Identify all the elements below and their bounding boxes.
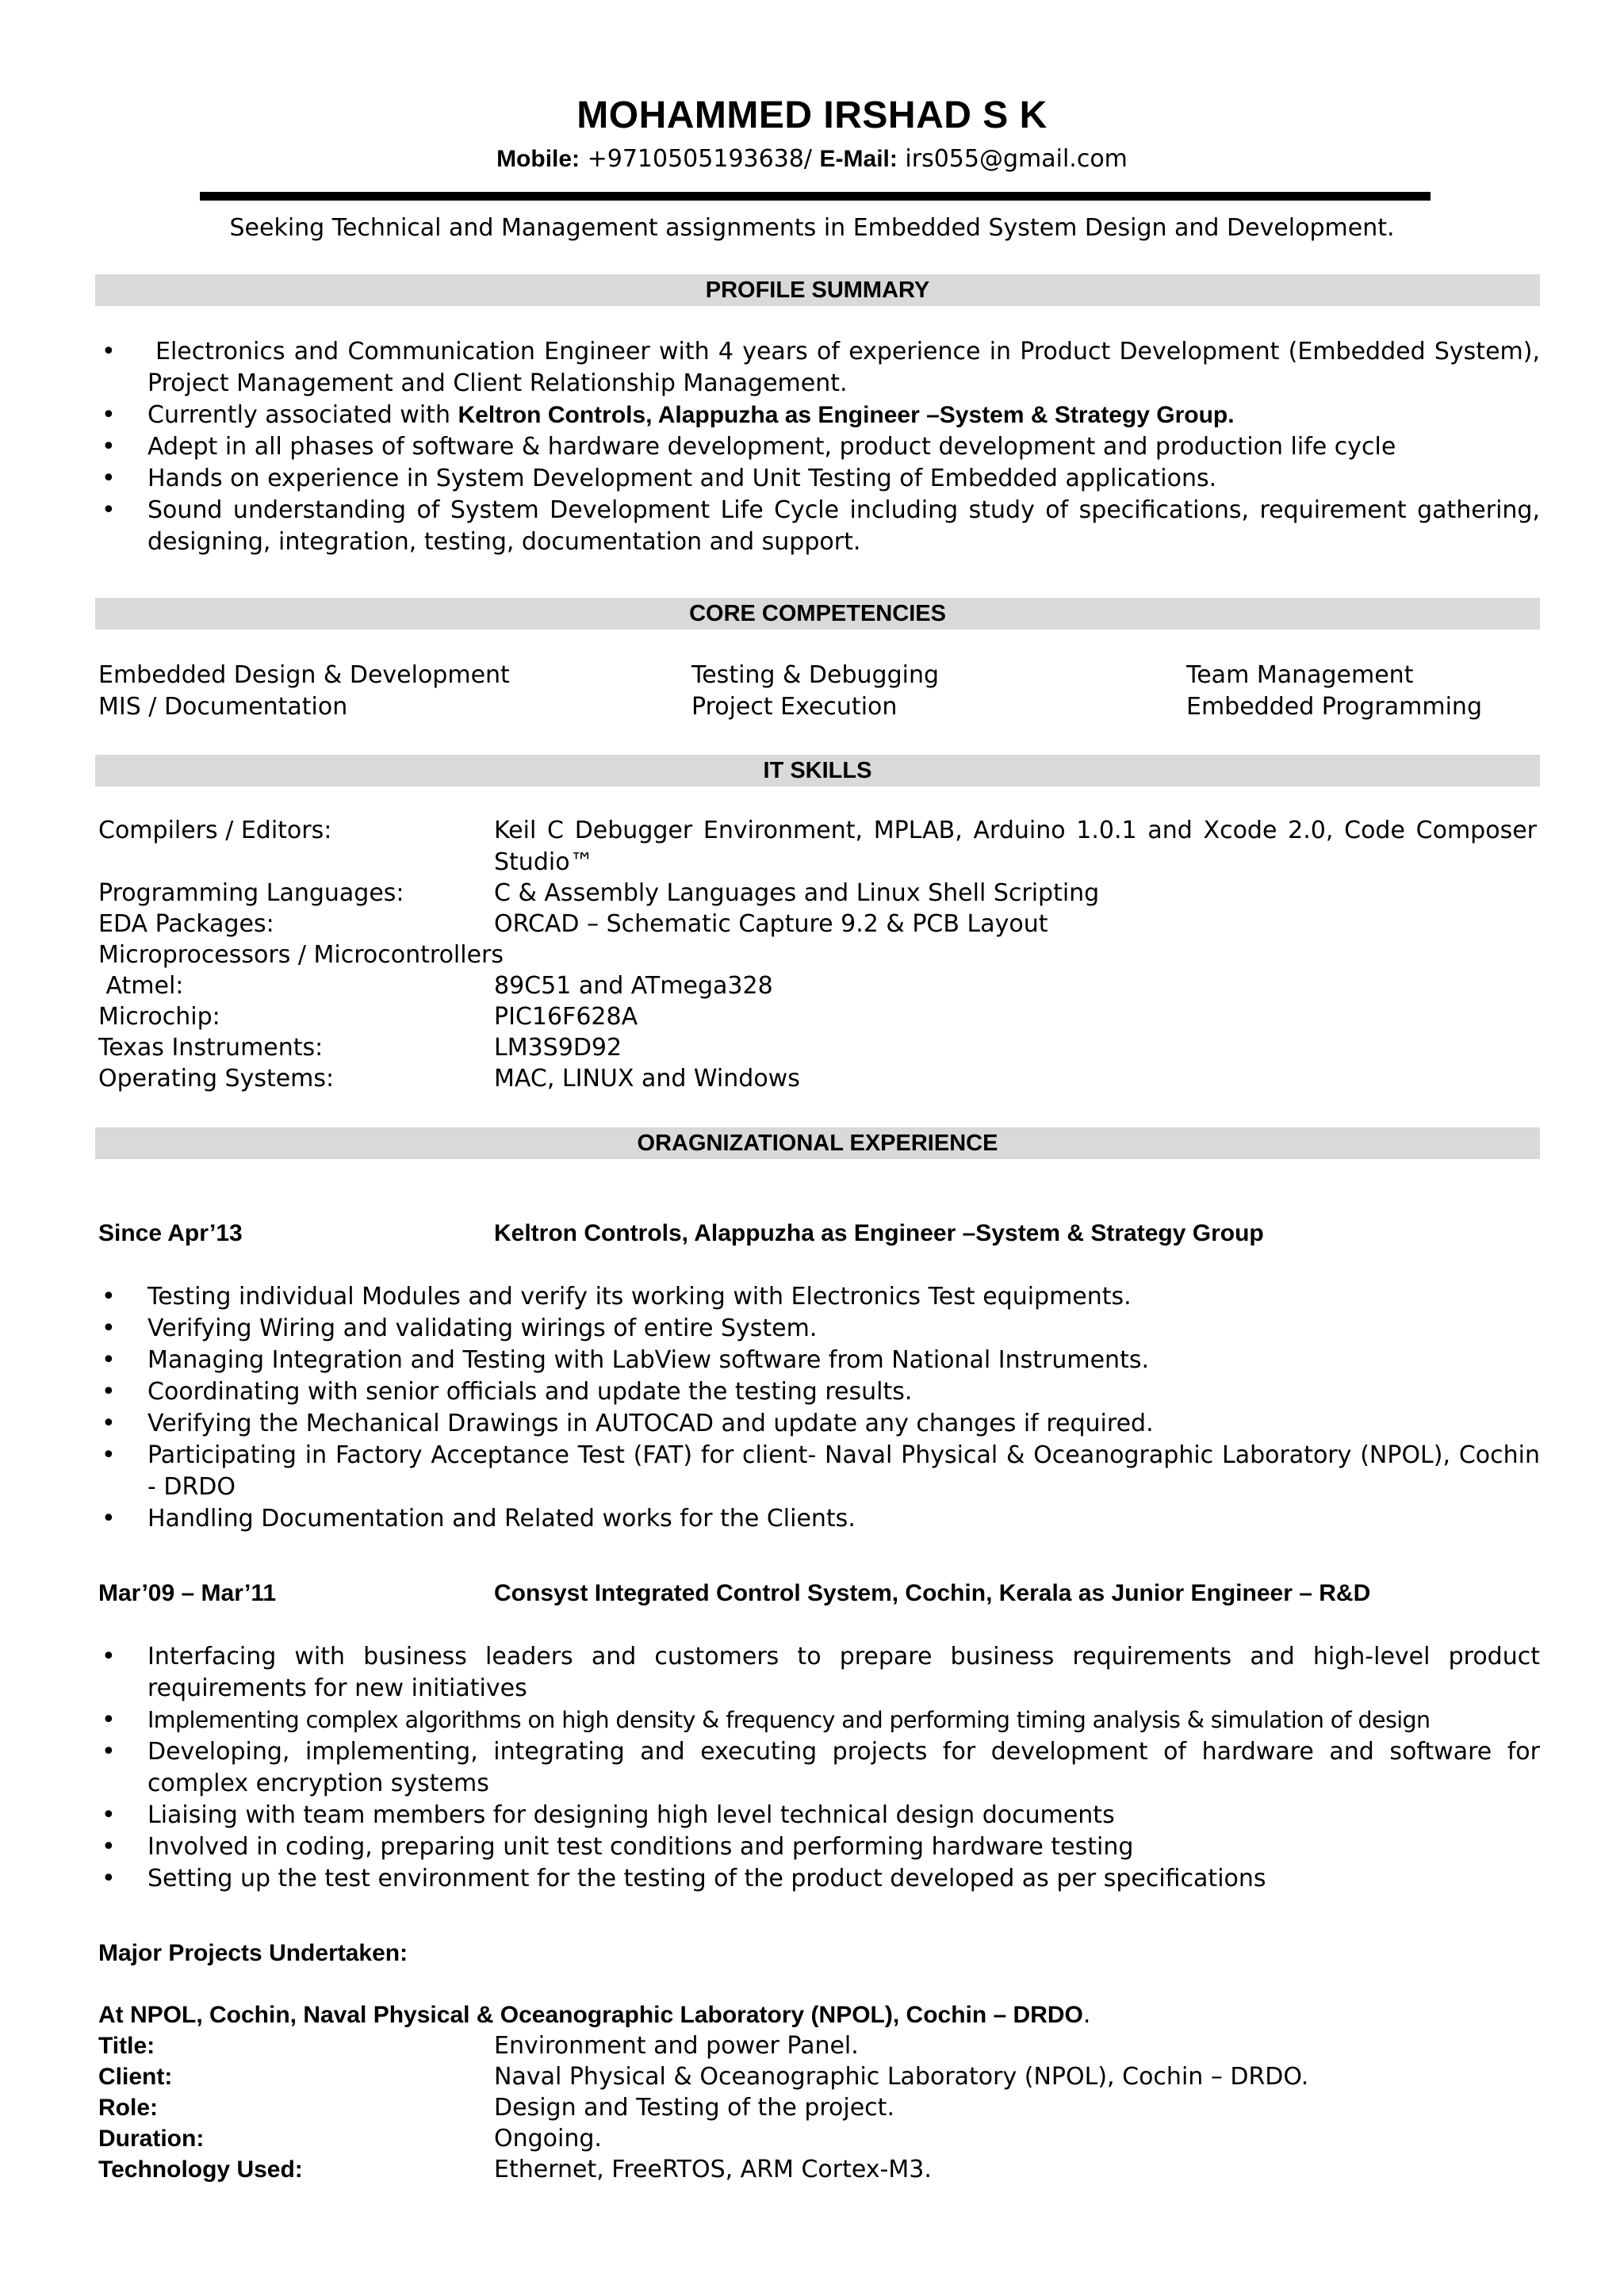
list-item: • Implementing complex algorithms on high density & frequency and performing timing analysis & simulation of design [102,1706,1431,1734]
candidate-name: MOHAMMED IRSHAD S K [576,94,1048,136]
email-value: irs055@gmail.com [905,145,1128,173]
projects-heading: Major Projects Undertaken: [98,1940,408,1966]
skill-value: Keil C Debugger Environment, MPLAB, Arduino 1.0.1 and Xcode 2.0, Code Composer Studio™ [494,817,1537,876]
competency-item: Project Execution [691,693,898,721]
list-item: • Interfacing with business leaders and customers to prepare business requirements and high-level product requirements for new initiatives [102,1643,1540,1702]
career-objective: Seeking Technical and Management assignments in Embedded System Design and Development. [229,214,1395,242]
project-field-label: Client: [98,2064,173,2090]
skill-label: EDA Packages: [98,910,274,938]
skill-label: Microchip: [98,1003,220,1031]
profile-summary-list [95,336,1540,558]
list-item: • Participating in Factory Acceptance Test (FAT) for client- Naval Physical & Oceanographic Laboratory (NPOL), Cochin - DRDO [102,1441,1540,1501]
skill-label: Operating Systems: [98,1065,335,1093]
skill-value: PIC16F628A [494,1003,638,1031]
it-skills-heading: IT SKILLS [95,755,1540,786]
skill-value: 89C51 and ATmega328 [494,972,773,1000]
job-duties-list [95,1281,1540,1535]
project-field-value: Naval Physical & Oceanographic Laboratory (NPOL), Cochin – DRDO. [494,2063,1309,2091]
competency-item: Testing & Debugging [691,661,940,689]
skill-label: Compilers / Editors: [98,817,332,844]
list-item: • Developing, implementing, integrating and executing projects for development of hardware and software for complex encryption systems [102,1738,1540,1797]
skill-label: Atmel: [98,972,184,1000]
list-item: • Involved in coding, preparing unit test conditions and performing hardware testing [102,1833,1134,1861]
project-field-label: Duration: [98,2126,205,2152]
list-item: • Coordinating with senior officials and update the testing results. [102,1378,913,1406]
experience-heading: ORAGNIZATIONAL EXPERIENCE [95,1127,1540,1159]
job-period: Mar’09 – Mar’11 [98,1580,277,1606]
list-item: • Testing individual Modules and verify its working with Electronics Test equipments. [102,1283,1132,1311]
job-period: Since Apr’13 [98,1220,243,1246]
contact-line [0,145,1624,173]
job-title: Keltron Controls, Alappuzha as Engineer –System & Strategy Group [494,1220,1264,1246]
skill-label: Microprocessors / Microcontrollers [98,941,504,969]
project-field-value: Environment and power Panel. [494,2032,859,2060]
project-field-label: Technology Used: [98,2156,303,2183]
list-item: • Adept in all phases of software & hardware development, product development and production life cycle [102,433,1396,461]
skill-label: Programming Languages: [98,879,404,907]
skill-value: ORCAD – Schematic Capture 9.2 & PCB Layout [494,910,1048,938]
mobile-value: +9710505193638/ [587,145,812,173]
mobile-label: Mobile: [496,146,580,172]
competency-item: Team Management [1186,661,1414,689]
project-field-label: Title: [98,2033,155,2059]
list-item: • Liaising with team members for designing high level technical design documents [102,1801,1115,1829]
skill-value: C & Assembly Languages and Linux Shell Scripting [494,879,1100,907]
competency-item: Embedded Design & Development [98,661,510,689]
list-item: • Hands on experience in System Development and Unit Testing of Embedded applications. [102,465,1217,492]
job-duties-list [95,1641,1540,1895]
job-title: Consyst Integrated Control System, Cochin, Kerala as Junior Engineer – R&D [494,1580,1371,1606]
list-item: • Setting up the test environment for the testing of the product developed as per specifications [102,1865,1266,1892]
competency-column-3 [1186,660,1482,723]
core-competencies-heading: CORE COMPETENCIES [95,598,1540,629]
profile-summary-heading: PROFILE SUMMARY [95,274,1540,306]
list-item: • Managing Integration and Testing with LabView software from National Instruments. [102,1346,1150,1374]
list-item: • Sound understanding of System Development Life Cycle including study of specifications, requirement gathering, designing, integration, testing, documentation and support. [102,496,1540,556]
email-label: E-Mail: [819,146,898,172]
project-field-value: Ongoing. [494,2125,602,2152]
skill-value: LM3S9D92 [494,1034,622,1062]
header-divider [200,192,1431,201]
project-field-label: Role: [98,2095,158,2121]
competency-column-1 [98,660,510,723]
list-item: • Verifying Wiring and validating wirings of entire System. [102,1314,818,1342]
list-item: • Currently associated with Keltron Controls, Alappuzha as Engineer –System & Strategy Group. [102,401,1235,429]
competency-item: Embedded Programming [1186,693,1482,721]
project-field-value: Design and Testing of the project. [494,2094,894,2122]
skill-label: Texas Instruments: [98,1034,324,1062]
list-item: • Handling Documentation and Related works for the Clients. [102,1505,856,1533]
project-organization: At NPOL, Cochin, Naval Physical & Oceanographic Laboratory (NPOL), Cochin – DRDO. [98,2001,1091,2029]
project-field-value: Ethernet, FreeRTOS, ARM Cortex-M3. [494,2156,932,2183]
competency-item: MIS / Documentation [98,693,348,721]
list-item: • Electronics and Communication Engineer with 4 years of experience in Product Development (Embedded System), Project Management and Client Relationship Management. [102,338,1540,397]
list-item: • Verifying the Mechanical Drawings in AUTOCAD and update any changes if required. [102,1410,1154,1437]
skill-value: MAC, LINUX and Windows [494,1065,800,1093]
competency-column-2 [691,660,939,723]
